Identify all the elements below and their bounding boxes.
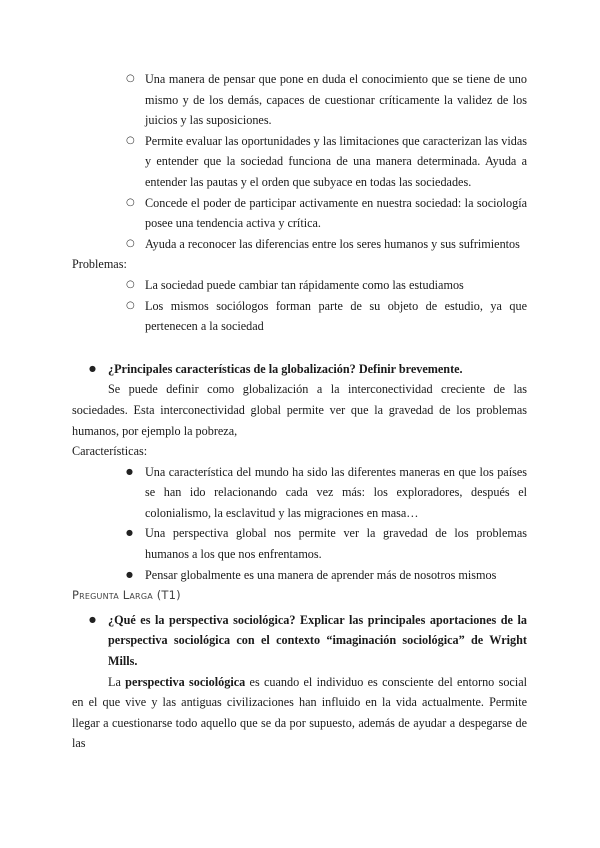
list-item: ● Una característica del mundo ha sido las diferentes maneras en que los países se han ido relacionando cada vez más: los exploradores, después el colonialismo, la esclavitud y las migraciones en masa…	[145, 462, 527, 524]
list-item: ○ Una manera de pensar que pone en duda el conocimiento que se tiene de uno mismo y de los demás, capaces de cuestionar críticamente la validez de los juicios y las suposiciones.	[145, 69, 527, 131]
list-item: ○ Permite evaluar las oportunidades y las limitaciones que caracterizan las vidas y entender que la sociedad funciona de una manera determinada. Ayuda a entender las pautas y el orden que subyace en todas las sociedades.	[145, 131, 527, 193]
final-prefix: La	[108, 674, 126, 689]
final-body: es cuando el individuo es consciente del entorno social en el que vive y las antiguas civilizaciones han influido en la vida actualmente. Permite llegar a cuestionarse todo aquello que se da por supuesto, además de ayudar a despegarse de las	[72, 674, 528, 751]
list-item: ● Pensar globalmente es una manera de aprender más de nosotros mismos	[145, 565, 527, 586]
term-perspectiva-sociologica: perspectiva sociológica	[125, 674, 246, 689]
pregunta-larga-heading: Pregunta Larga (T1)	[72, 588, 181, 603]
question-perspectiva: ● ¿Qué es la perspectiva sociológica? Explicar las principales aportaciones de la perspectiva sociológica con el contexto “imaginación sociológica” de Wright Mills.	[108, 610, 527, 672]
list-item: ○ La sociedad puede cambiar tan rápidamente como las estudiamos	[145, 275, 527, 296]
list-item: ● Una perspectiva global nos permite ver la gravedad de los problemas humanos a los que nos enfrentamos.	[145, 523, 527, 564]
final-paragraph	[72, 672, 527, 754]
caracteristicas-label: Características:	[72, 444, 148, 459]
list-item: ○ Los mismos sociólogos forman parte de su objeto de estudio, ya que pertenecen a la sociedad	[145, 296, 527, 337]
globalizacion-paragraph: Se puede definir como globalización a la interconectividad creciente de las sociedades. Esta interconectividad global permite ver que la gravedad de los problemas humanos, por ejemplo la pobreza,	[72, 382, 527, 438]
question-globalizacion: ● ¿Principales características de la globalización? Definir brevemente.	[108, 359, 527, 380]
list-item: ○ Ayuda a reconocer las diferencias entre los seres humanos y sus sufrimientos	[145, 234, 527, 255]
list-item: ○ Concede el poder de participar activamente en nuestra sociedad: la sociología posee una tendencia activa y crítica.	[145, 193, 527, 234]
problemas-label: Problemas:	[72, 257, 127, 272]
